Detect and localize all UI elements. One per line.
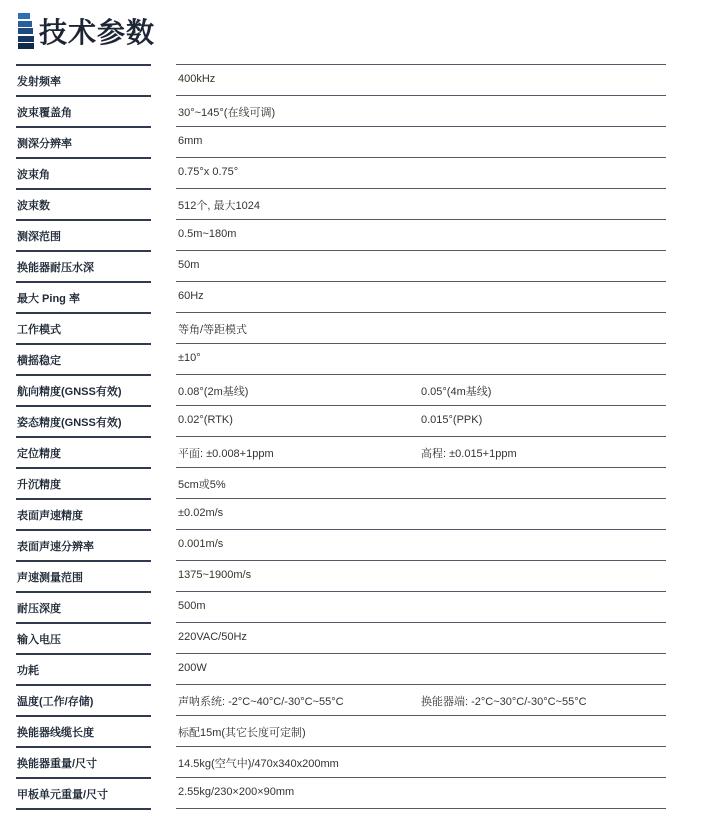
spec-label: 航向精度(GNSS有效) [17,386,122,398]
value-rule [176,95,666,96]
spec-value: 0.08°(2m基线) [178,386,249,398]
spec-row [16,250,666,281]
row-rule [16,343,151,345]
spec-label: 耐压深度 [17,603,61,615]
page-title: 技术参数 [39,16,156,49]
spec-label: 横摇稳定 [17,355,61,367]
value-rule [176,777,666,778]
spec-label: 发射频率 [17,76,61,88]
value-rule [176,312,666,313]
row-rule [16,312,151,314]
spec-label: 升沉精度 [17,479,61,491]
value-rule [176,560,666,561]
label-cell [16,746,151,777]
row-rule [16,281,151,283]
row-rule [16,529,151,531]
label-cell [16,188,151,219]
spec-label: 甲板单元重量/尺寸 [17,789,109,801]
spec-label: 波束覆盖角 [17,107,72,119]
label-cell [16,250,151,281]
label-cell [16,653,151,684]
label-cell [16,343,151,374]
label-cell [16,529,151,560]
row-rule [16,560,151,562]
spec-row [16,684,666,715]
row-rule [16,777,151,779]
spec-value: 2.55kg/230×200×90mm [178,786,295,798]
spec-row [16,312,666,343]
spec-value-secondary: 0.015°(PPK) [421,414,483,426]
spec-value: 50m [178,259,200,271]
label-cell [16,405,151,436]
label-cell [16,622,151,653]
value-rule [176,436,666,437]
spec-value: ±0.02m/s [178,507,224,519]
row-rule [16,64,151,66]
spec-row [16,64,666,95]
spec-label: 波束数 [17,200,50,212]
row-rule [16,374,151,376]
label-cell [16,560,151,591]
value-rule [176,281,666,282]
row-rule [16,95,151,97]
row-rule [16,436,151,438]
row-rule [16,498,151,500]
row-rule [16,126,151,128]
value-rule [176,343,666,344]
label-cell [16,436,151,467]
spec-label: 换能器重量/尺寸 [17,758,98,770]
spec-label: 表面声速精度 [17,510,83,522]
spec-value: 5cm或5% [178,479,226,491]
spec-label: 声速测量范围 [17,572,83,584]
spec-value: 200W [178,662,207,674]
spec-label: 测深分辨率 [17,138,72,150]
spec-row [16,591,666,622]
spec-value: 30°~145°(在线可调) [178,107,276,119]
label-cell [16,281,151,312]
label-cell [16,498,151,529]
row-rule [16,622,151,624]
label-cell [16,777,151,808]
spec-row [16,281,666,312]
page-header [18,12,155,50]
spec-label: 功耗 [17,665,39,677]
label-cell [16,684,151,715]
value-rule [176,126,666,127]
value-rule [176,622,666,623]
spec-row [16,715,666,746]
value-rule [176,467,666,468]
spec-row [16,498,666,529]
spec-value-secondary: 换能器端: -2°C~30°C/-30°C~55°C [421,696,587,708]
value-rule [176,653,666,654]
row-rule [16,653,151,655]
spec-row [16,653,666,684]
value-rule [176,405,666,406]
value-rule [176,250,666,251]
spec-value: 60Hz [178,290,204,302]
label-cell [16,126,151,157]
value-rule [176,157,666,158]
spec-label: 姿态精度(GNSS有效) [17,417,122,429]
spec-row [16,529,666,560]
label-cell [16,591,151,622]
spec-label: 温度(工作/存储) [17,696,94,708]
value-rule [176,374,666,375]
value-rule [176,529,666,530]
label-cell [16,219,151,250]
spec-value: 512个, 最大1024 [178,200,260,212]
spec-label: 换能器耐压水深 [17,262,94,274]
spec-value: 平面: ±0.008+1ppm [178,448,274,460]
spec-row [16,467,666,498]
spec-value: 500m [178,600,206,612]
spec-value: 0.75°x 0.75° [178,166,239,178]
spec-label: 换能器线缆长度 [17,727,94,739]
value-rule [176,188,666,189]
spec-label: 输入电压 [17,634,61,646]
value-rule [176,498,666,499]
label-cell [16,715,151,746]
spec-table [16,64,666,808]
spec-row [16,622,666,653]
row-rule [16,219,151,221]
spec-row [16,746,666,777]
label-cell [16,374,151,405]
spec-value-secondary: 高程: ±0.015+1ppm [421,448,517,460]
row-rule [16,746,151,748]
spec-value: ±10° [178,352,201,364]
spec-value: 1375~1900m/s [178,569,252,581]
spec-label: 工作模式 [17,324,61,336]
spec-label: 最大 Ping 率 [17,293,80,305]
row-rule [16,467,151,469]
row-rule [16,715,151,717]
spec-value: 0.5m~180m [178,228,237,240]
spec-value: 6mm [178,135,203,147]
label-cell [16,467,151,498]
spec-row [16,343,666,374]
spec-value: 0.001m/s [178,538,224,550]
label-cell [16,64,151,95]
spec-row [16,95,666,126]
label-cell [16,312,151,343]
value-rule [176,746,666,747]
label-cell [16,157,151,188]
spec-row [16,374,666,405]
spec-value: 0.02°(RTK) [178,414,233,426]
row-rule [16,591,151,593]
spec-value: 220VAC/50Hz [178,631,247,643]
spec-value: 400kHz [178,73,216,85]
spec-value: 14.5kg(空气中)/470x340x200mm [178,758,339,770]
row-rule [16,250,151,252]
spec-row [16,436,666,467]
spec-row [16,157,666,188]
value-rule [176,684,666,685]
spec-row [16,560,666,591]
row-rule [16,188,151,190]
spec-value-secondary: 0.05°(4m基线) [421,386,492,398]
row-rule [16,405,151,407]
logo-icon [18,13,34,49]
spec-row [16,126,666,157]
value-rule [176,64,666,65]
table-bottom-rule [16,808,666,812]
value-rule [176,591,666,592]
spec-label: 波束角 [17,169,50,181]
spec-value: 等角/等距模式 [178,324,248,336]
spec-row [16,405,666,436]
row-rule [16,157,151,159]
spec-row [16,777,666,808]
label-cell [16,95,151,126]
row-rule [16,684,151,686]
spec-label: 表面声速分辨率 [17,541,94,553]
value-rule [176,715,666,716]
value-rule [176,219,666,220]
spec-value: 声呐系统: -2°C~40°C/-30°C~55°C [178,696,344,708]
spec-label: 测深范围 [17,231,61,243]
spec-row [16,188,666,219]
spec-value: 标配15m(其它长度可定制) [178,727,306,739]
spec-row [16,219,666,250]
spec-label: 定位精度 [17,448,61,460]
